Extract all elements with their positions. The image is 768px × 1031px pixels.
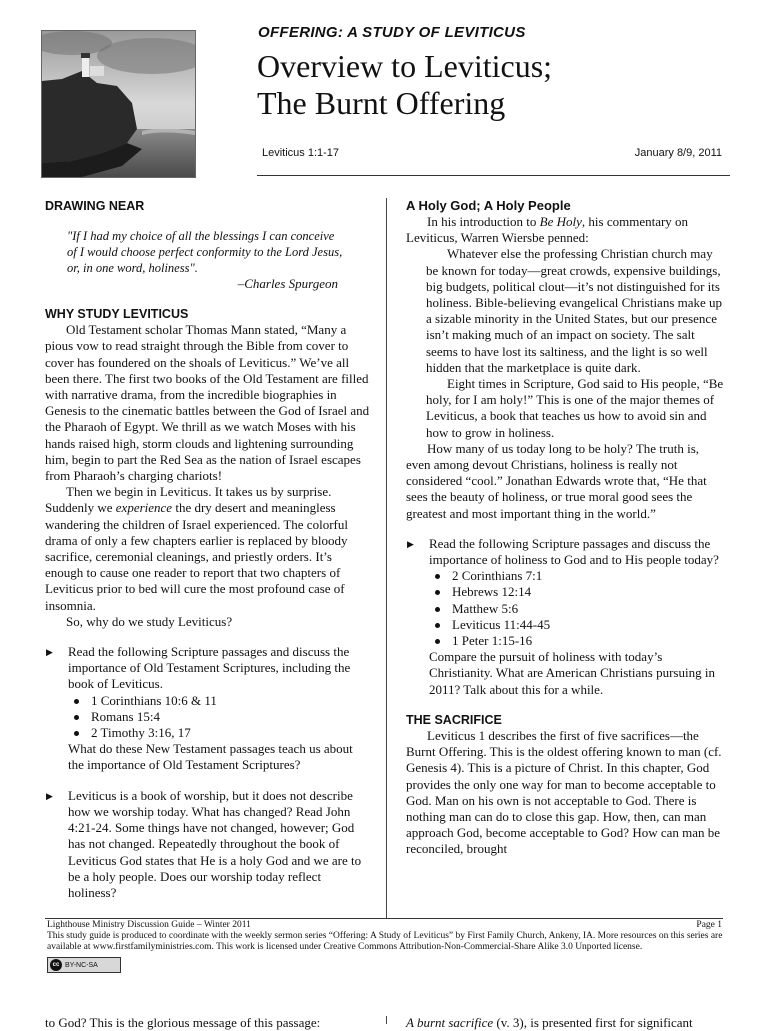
page-title [257, 48, 737, 122]
list-item: Hebrews 12:14 [429, 584, 726, 600]
list-item: 1 Corinthians 10:6 & 11 [68, 693, 370, 709]
scripture-reference: Leviticus 1:1-17 [262, 147, 340, 159]
column-divider [386, 198, 387, 918]
drawing-near-heading: DRAWING NEAR [45, 199, 145, 213]
next-page-right-text: A burnt sacrifice (v. 3), is presented first for significant [406, 1015, 693, 1030]
list-item: 2 Timothy 3:16, 17 [68, 725, 370, 741]
paragraph-surprise: Then we begin in Leviticus. It takes us by surprise. Suddenly we experience the dry desert and meaningless wandering the children of Israel experienced. The colorful drama of only a few chapters earlier is replaced by bloody sacrifice, ceremonial cleanings, and priestly orders. It’s enough to cause one reader to report that two chapters of Leviticus prior to bed will cure the most profound case of insomnia. [45, 484, 348, 613]
list-item: Matthew 5:6 [429, 601, 726, 617]
wiersbe-block-quote: Whatever else the professing Christian church may be known for today—great crowds, expensive buildings, big budgets, political clout—it’s not distinguished for its holiness. Bible-believing evangelical Christians make up a sizable minority in the United States, but our presence isn’t making much of an impact on society. The salt seems to have lost its saltiness, and the light is so well hidden that the marketplace is quite dark. Eight times in Scripture, God said to His people, “Be holy, for I am holy!” This is one of the major themes of Leviticus, a book that teaches us how to avoid sin and how to grow in holiness. [426, 246, 724, 440]
arrow-bullet-icon: ▶ [46, 790, 53, 801]
creative-commons-badge[interactable] [47, 957, 121, 973]
footer-guide-title: Lighthouse Ministry Discussion Guide – Winter 2011 [47, 920, 251, 930]
right-column [406, 198, 726, 858]
list-item: Romans 15:4 [68, 709, 370, 725]
scripture-list-1 [68, 693, 370, 742]
list-item: Leviticus 11:44-45 [429, 617, 726, 633]
discussion-question-2: ▶ Leviticus is a book of worship, but it does not describe how we worship today. What has changed? Read John 4:21-24. Some things have not changed, however; God has not changed. Repeatedly throughout the book of Leviticus God states that He is a holy God and we are to be a holy people. Does our worship today reflect holiness? [46, 787, 362, 900]
lighthouse-photo [41, 30, 196, 178]
header-divider [257, 175, 730, 176]
page-number: Page 1 [696, 920, 722, 930]
sacrifice-heading: THE SACRIFICE [406, 712, 502, 727]
arrow-bullet-icon: ▶ [46, 647, 53, 658]
paragraph-holiness: How many of us today long to be holy? The truth is, even among devout Christians, holiness is really not considered “cool.” Jonathan Edwards wrote that, “He that sees the beauty of holiness, or true moral good sees the greatest and most important thing in the world.” [406, 440, 707, 521]
paragraph-mann: Old Testament scholar Thomas Mann stated, “Many a pious vow to read straight through the Bible from cover to cover has foundered on the shoals of Leviticus.” We’ve all been there. The first two books of the Old Testament are filled with narrative drama, from the incredible biographies in Genesis to the cinematic battles between the God of Israel and the Pharaoh of Egypt. We thrill as we watch Moses with his hands raised high, storm clouds and lightening surrounding him, begin to part the Red Sea as the nation of Israel escapes from Pharaoh’s charging chariots! [45, 322, 370, 484]
cc-license-label: BY-NC-SA [65, 961, 98, 969]
cc-icon: cc [50, 959, 62, 971]
paragraph-why: So, why do we study Leviticus? [66, 613, 233, 629]
list-item: 1 Peter 1:15-16 [429, 633, 726, 649]
spurgeon-quote: "If I had my choice of all the blessings I can conceive of I would choose perfect conformity to the Lord Jesus, or, in one word, holiness". [67, 229, 343, 275]
scripture-list-2 [429, 568, 726, 649]
next-page-left-text: to God? This is the glorious message of this passage: [45, 1015, 321, 1030]
wiersbe-intro: In his introduction to Be Holy, his commentary on Leviticus, Warren Wiersbe penned: [406, 214, 689, 246]
paragraph-sacrifice: Leviticus 1 describes the first of five sacrifices—the Burnt Offering. This is the oldest offering known to man (cf. Genesis 4). This is a picture of Christ. In this chapter, God provides the only one way for man to become acceptable to God. Man on his own is not acceptable to God. There is nothing man can do to close this gap. How, then, can man approach God, become acceptable to God? How can man be reconciled, brought [406, 727, 722, 857]
date: January 8/9, 2011 [634, 147, 722, 159]
footer-description: This study guide is produced to coordinate with the weekly sermon series “Offering: A Study of Leviticus” by First Family Church, Ankeny, IA. More resources on this series are available at www.firstfamilyministries.com. This work is licensed under Creative Commons Attribution-Non-Commercial-Share Alike 3.0 Unported license. [47, 931, 723, 952]
left-column [45, 198, 370, 901]
title-line-1: Overview to Leviticus; [257, 48, 553, 84]
series-title: OFFERING: A STUDY OF LEVITICUS [258, 24, 526, 41]
arrow-bullet-icon: ▶ [407, 538, 414, 549]
discussion-question-3: ▶ Read the following Scripture passages and discuss the importance of holiness to God and to His people today? 2 Corinthians 7:1 Hebrews 12:14 Matthew 5:6 Leviticus 11:44-45 1 Peter 1:15-16 Compare the pursuit of holiness with today’s Christianity. What are American Christians pursuing in 2011? Talk about this for a while. [406, 536, 726, 698]
title-line-2: The Burnt Offering [257, 85, 506, 121]
discussion-question-1: ▶ Read the following Scripture passages and discuss the importance of Old Testament Scriptures, including the book of Leviticus. 1 Corinthians 10:6 & 11 Romans 15:4 2 Timothy 3:16, 17 What do these New Testament passages teach us about the importance of Old Testament Scriptures? [45, 644, 370, 774]
holy-god-heading: A Holy God; A Holy People [406, 198, 571, 213]
next-page-divider [386, 1016, 387, 1024]
list-item: 2 Corinthians 7:1 [429, 568, 726, 584]
why-study-heading: WHY STUDY LEVITICUS [45, 307, 189, 322]
footer-divider [45, 918, 723, 919]
quote-attribution: –Charles Spurgeon [237, 276, 338, 291]
